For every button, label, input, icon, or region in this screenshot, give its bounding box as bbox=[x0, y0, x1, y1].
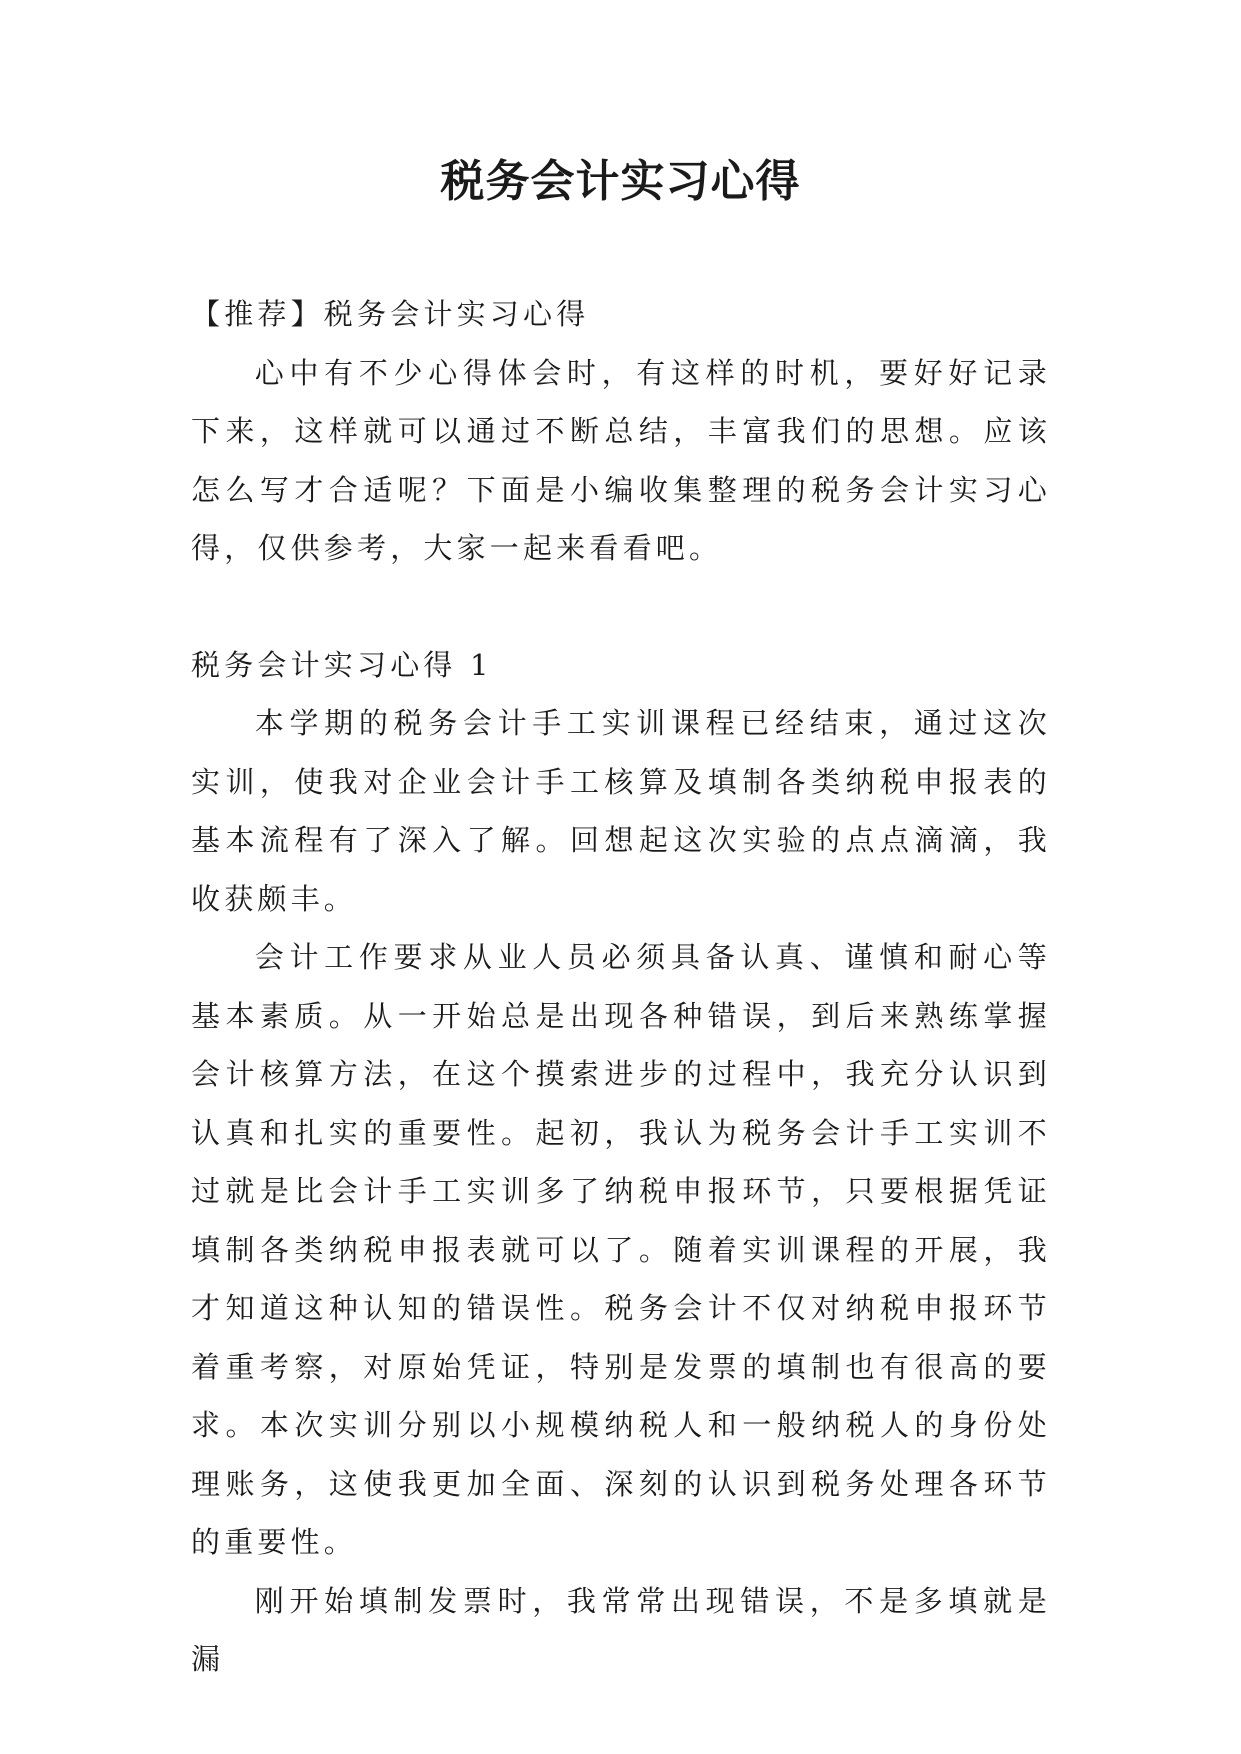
section-heading: 税务会计实习心得 1 bbox=[191, 647, 493, 682]
document-title: 税务会计实习心得 bbox=[440, 156, 801, 207]
paragraph-1: 本学期的税务会计手工实训课程已经结束，通过这次实训，使我对企业会计手工核算及填制各类纳税申报表的基本流程有了深入了解。回想起这次实验的点点滴滴，我收获颇丰。 bbox=[191, 706, 1051, 916]
recommend-line: 【推荐】税务会计实习心得 bbox=[191, 297, 590, 331]
document-body bbox=[191, 285, 1051, 1689]
intro-paragraph: 心中有不少心得体会时，有这样的时机，要好好记录下来，这样就可以通过不断总结，丰富我们的思想。应该怎么写才合适呢？下面是小编收集整理的税务会计实习心得，仅供参考，大家一起来看看吧。 bbox=[191, 355, 1051, 565]
paragraph-2: 会计工作要求从业人员必须具备认真、谨慎和耐心等基本素质。从一开始总是出现各种错误，到后来熟练掌握会计核算方法，在这个摸索进步的过程中，我充分认识到认真和扎实的重要性。起初，我认为税务会计手工实训不过就是比会计手工实训多了纳税申报环节，只要根据凭证填制各类纳税申报表就可以了。随着实训课程的开展，我才知道这种认知的错误性。税务会计不仅对纳税申报环节着重考察，对原始凭证，特别是发票的填制也有很高的要求。本次实训分别以小规模纳税人和一般纳税人的身份处理账务，这使我更加全面、深刻的认识到税务处理各环节的重要性。 bbox=[191, 940, 1051, 1559]
paragraph-3: 刚开始填制发票时，我常常出现错误，不是多填就是漏 bbox=[191, 1583, 1051, 1676]
